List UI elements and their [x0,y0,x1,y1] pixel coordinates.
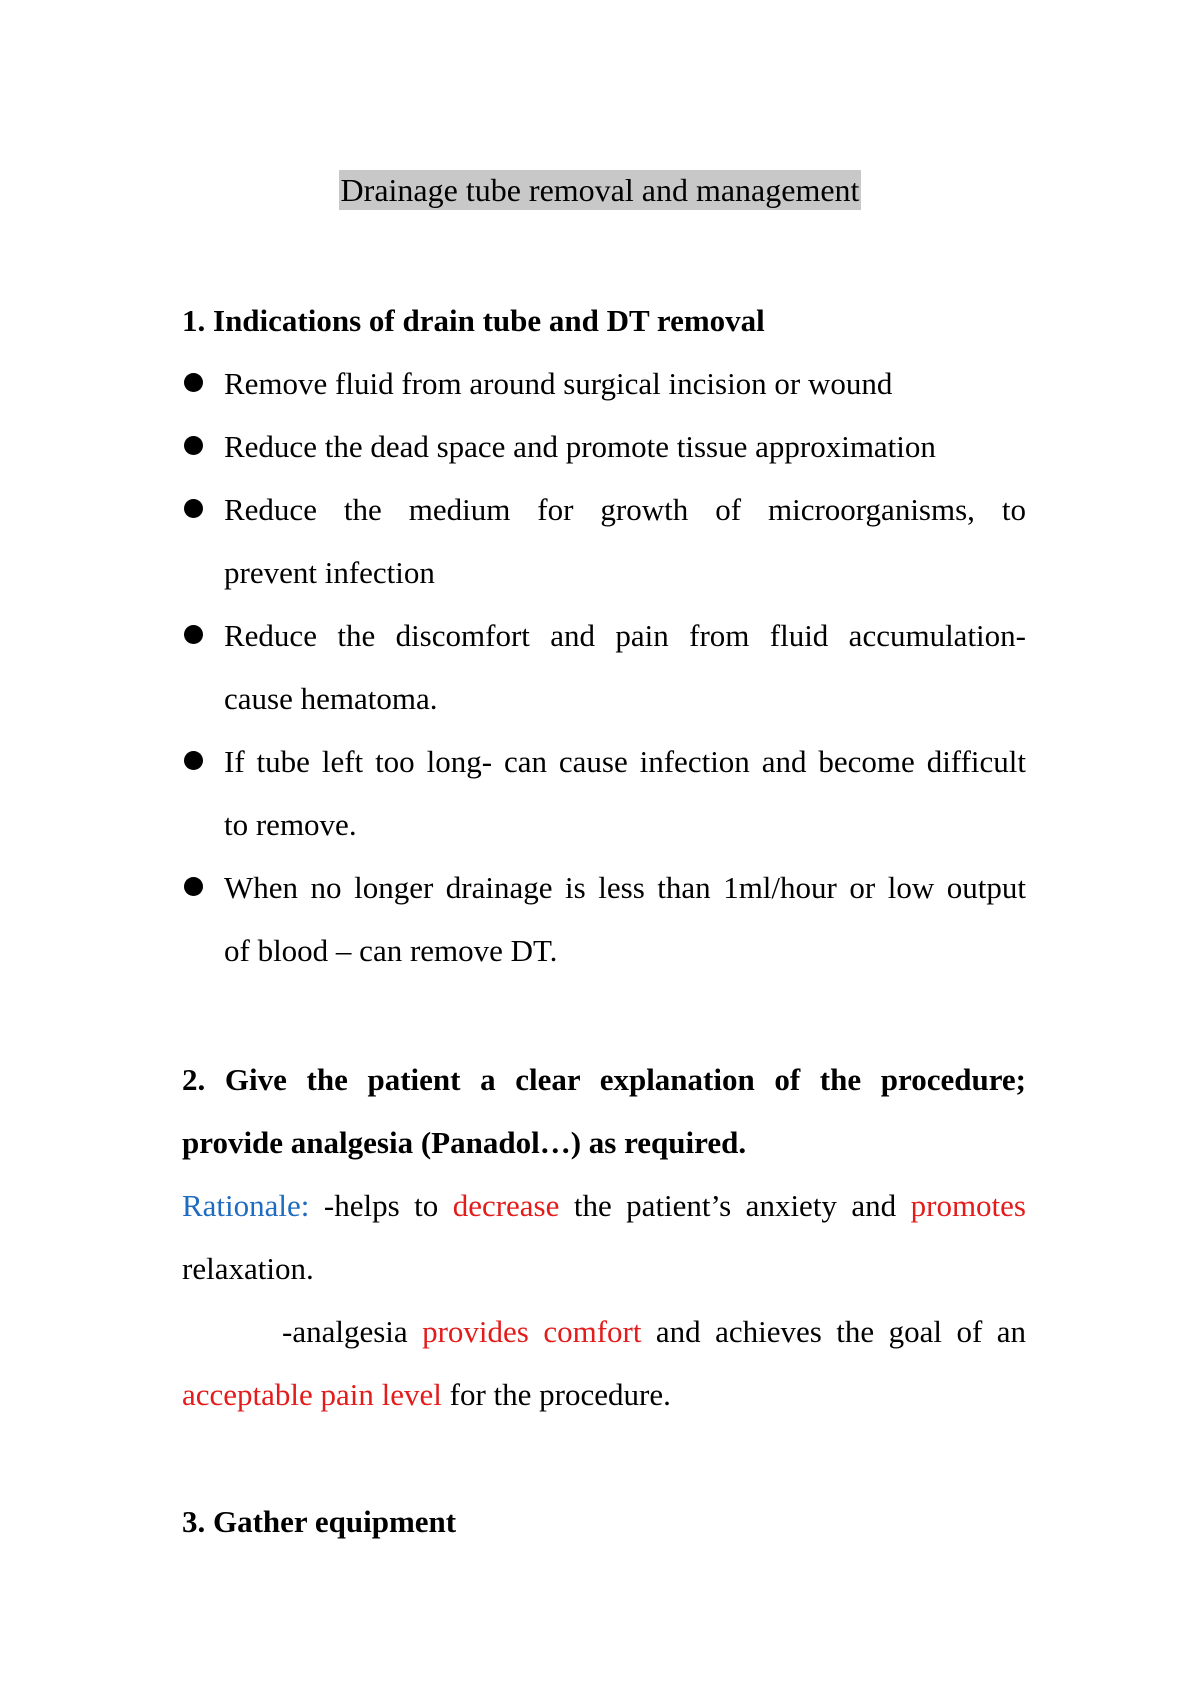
list-item-text-continued: to remove. [224,807,357,842]
rationale-text: the patient’s anxiety and [559,1188,911,1223]
section-2 [182,1048,1026,1426]
list-item-text: Reduce the discomfort and pain from fluid accumulation- [224,618,1026,653]
list-item-text: Reduce the medium for growth of microorganisms, to [224,492,1026,527]
rationale-line-1 [182,1174,1026,1237]
list-item [182,856,1026,982]
rationale-line-2: relaxation. [182,1251,314,1286]
rationale-text: -helps to [309,1188,453,1223]
section-3 [182,1490,1026,1553]
list-item [182,415,1026,478]
rationale-text: -analgesia [282,1314,423,1349]
bullet-dot-icon [184,436,203,455]
section-2-heading-line-2: provide analgesia (Panadol…) as required. [182,1125,747,1160]
rationale-line-3 [182,1300,1026,1363]
bullet-dot-icon [184,751,203,770]
rationale-line-4 [182,1363,1026,1426]
list-item-text-continued: prevent infection [224,555,435,590]
list-item-text: Remove fluid from around surgical incision or wound [224,366,893,401]
rationale-label: Rationale: [182,1188,310,1223]
section-1-heading: 1. Indications of drain tube and DT removal [182,303,765,338]
list-item [182,352,1026,415]
section-3-heading: 3. Gather equipment [182,1504,457,1539]
list-item-text: When no longer drainage is less than 1ml/hour or low output [224,870,1026,905]
bullet-dot-icon [184,625,203,644]
bullet-dot-icon [184,373,203,392]
rationale-highlight: decrease [452,1188,560,1223]
bullet-dot-icon [184,877,203,896]
indications-list [182,352,1026,982]
list-item-text: Reduce the dead space and promote tissue approximation [224,429,936,464]
section-1 [182,289,1026,982]
rationale-text: for the procedure. [441,1377,671,1412]
list-item-text-continued: of blood – can remove DT. [224,933,558,968]
title-container [0,170,1200,210]
list-item [182,604,1026,730]
list-item [182,478,1026,604]
rationale-highlight: promotes [910,1188,1026,1223]
list-item [182,730,1026,856]
list-item-text-continued: cause hematoma. [224,681,438,716]
bullet-dot-icon [184,499,203,518]
list-item-text: If tube left too long- can cause infection and become difficult [224,744,1026,779]
rationale-highlight: acceptable pain level [182,1377,442,1412]
section-2-heading-line-1: 2. Give the patient a clear explanation of the procedure; [182,1062,1026,1097]
rationale-text: and achieves the goal of an [641,1314,1026,1349]
document-title: Drainage tube removal and management [340,172,860,208]
rationale-highlight: provides comfort [422,1314,642,1349]
